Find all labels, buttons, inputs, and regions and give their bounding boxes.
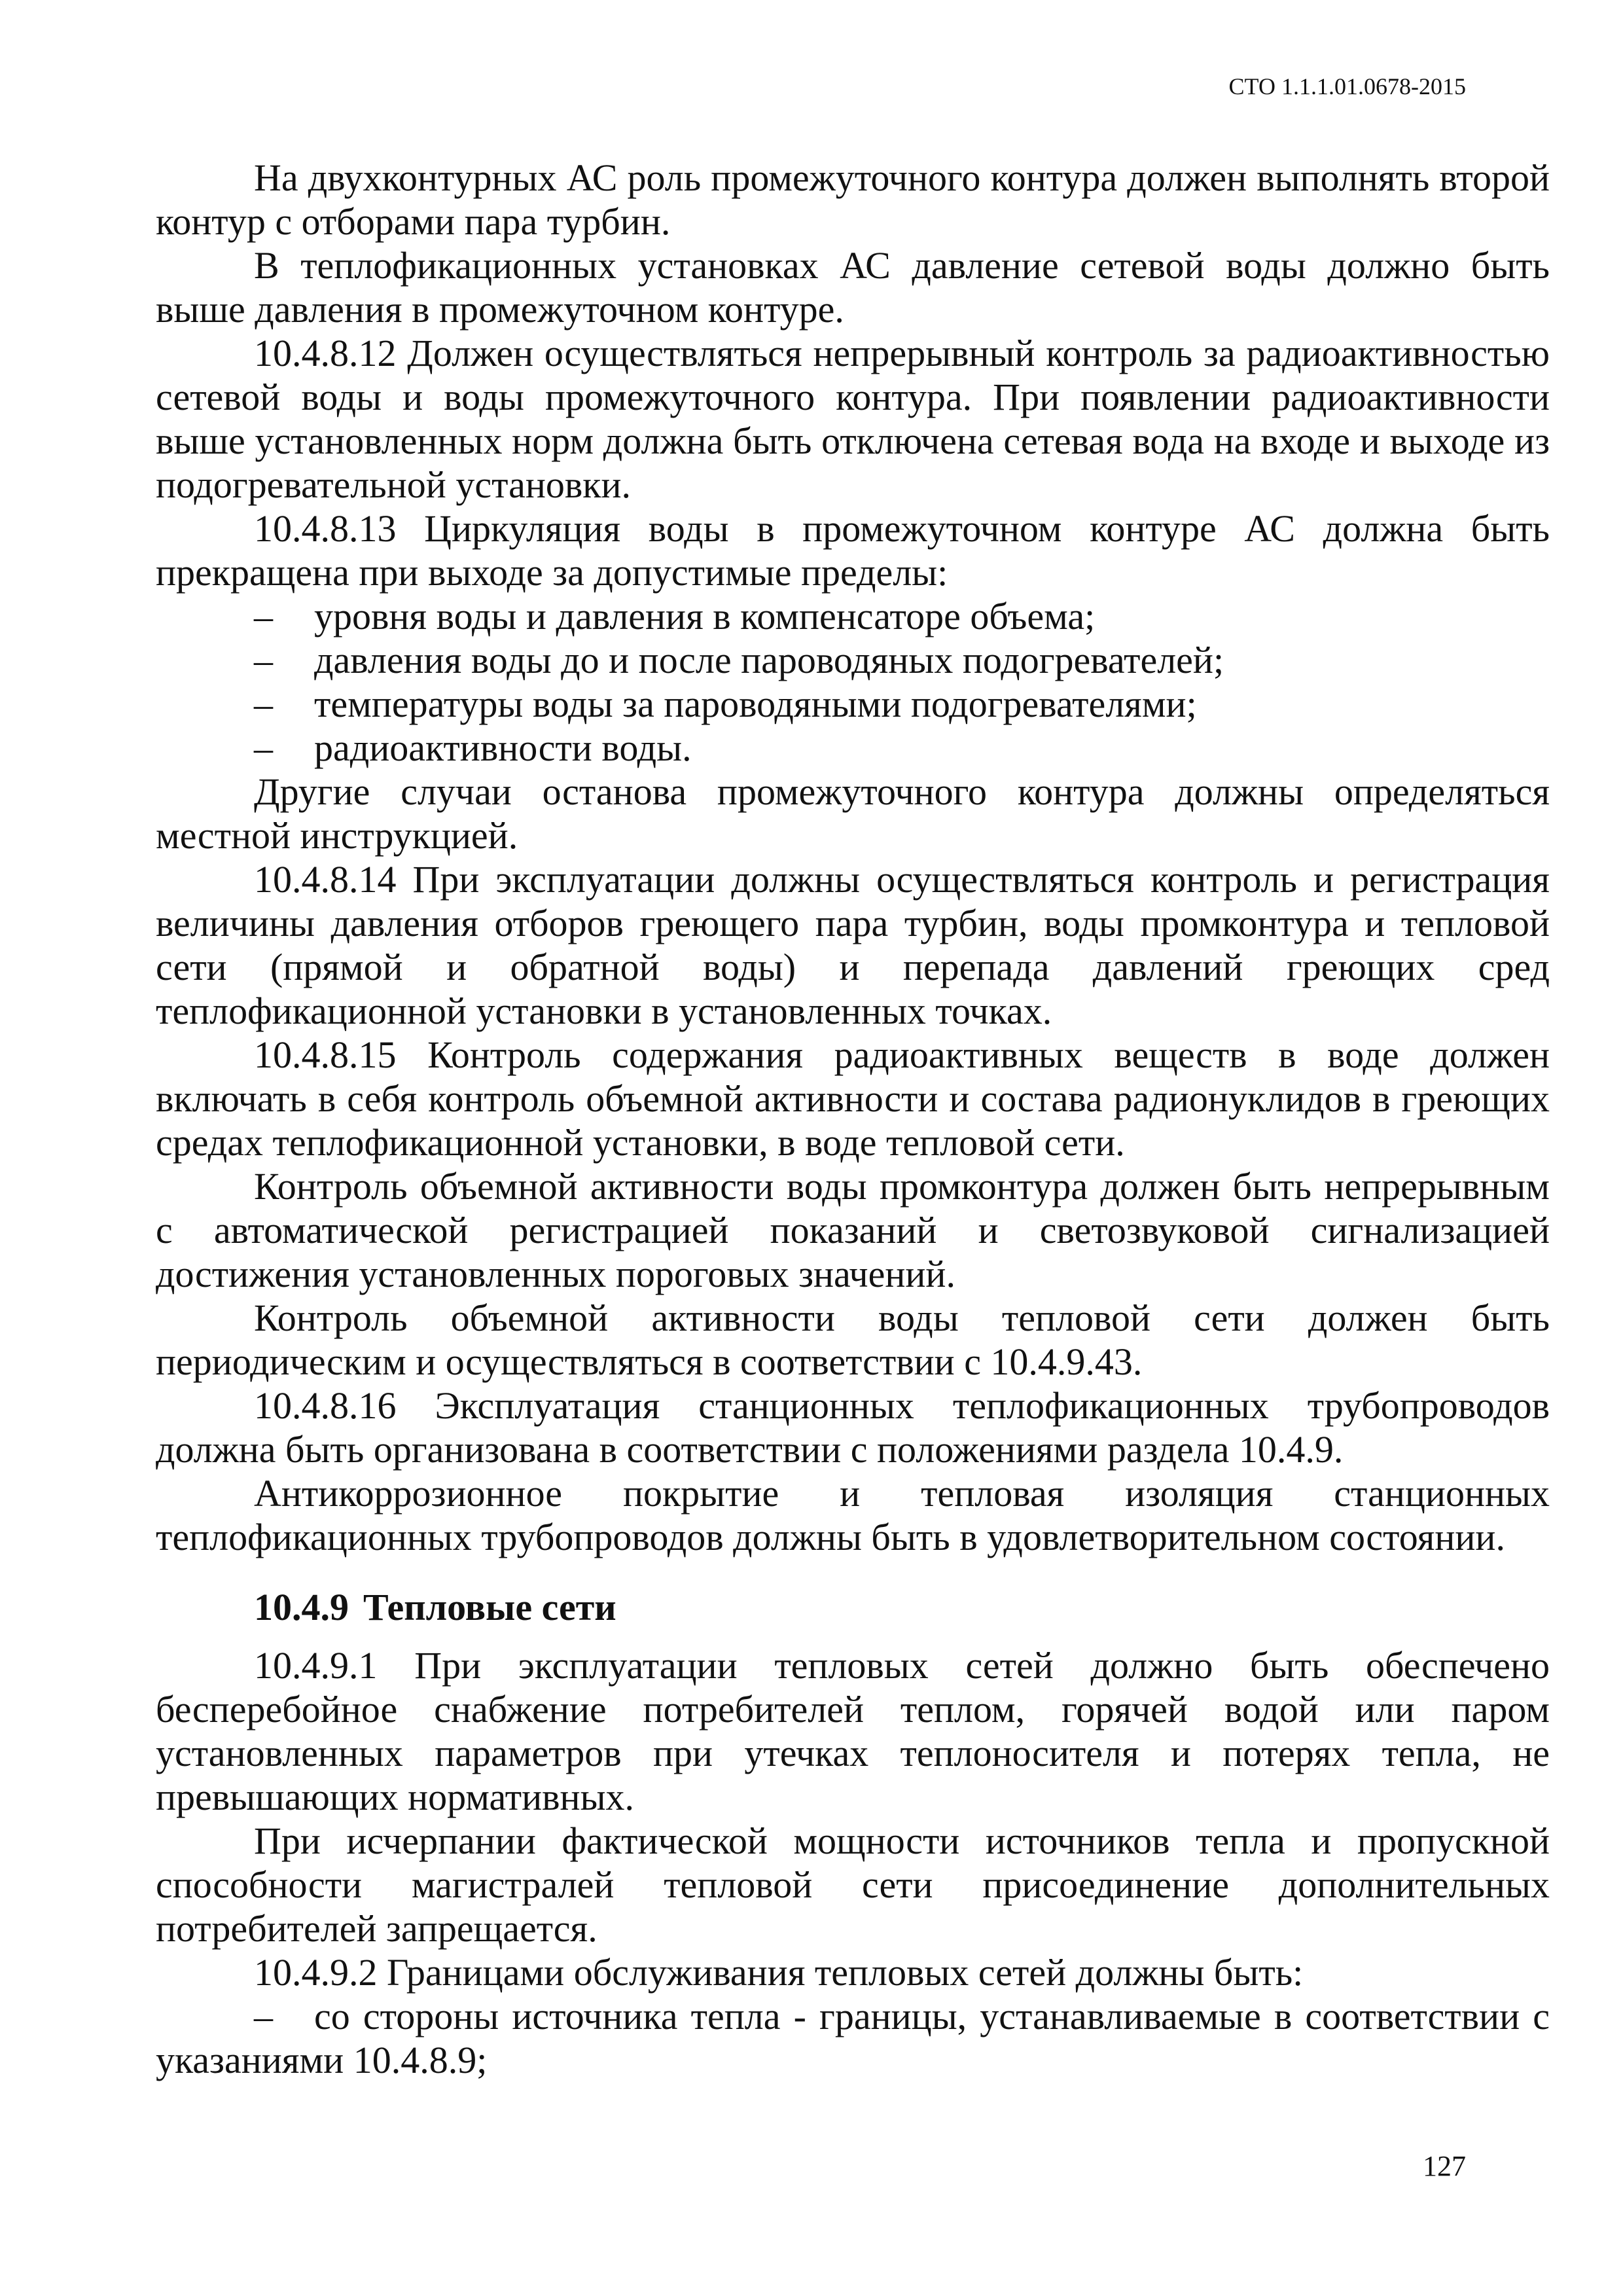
- paragraph: Контроль объемной активности воды тепловой сети должен быть периодическим и осуществляться в соответствии с 10.4.9.43.: [156, 1297, 1550, 1383]
- paragraph: 10.4.8.14 При эксплуатации должны осуществляться контроль и регистрация величины давления отборов греющего пара турбин, воды промконтура и тепловой сети (прямой и обратной воды) и перепада давлений греющих сред теплофикационной установки в установленных точках.: [156, 858, 1550, 1032]
- section-heading: [156, 1585, 1550, 1629]
- page-number: 127: [1423, 2150, 1466, 2182]
- list-item: [156, 682, 1550, 726]
- list-item: [156, 594, 1550, 638]
- list-dash: –: [254, 595, 273, 637]
- paragraph: 10.4.9.2 Границами обслуживания тепловых сетей должны быть:: [254, 1951, 1304, 1994]
- paragraph: На двухконтурных АС роль промежуточного контура должен выполнять второй контур с отборами пара турбин.: [156, 156, 1550, 243]
- list-dash: –: [254, 639, 273, 681]
- paragraph: Контроль объемной активности воды промконтура должен быть непрерывным с автоматической регистрацией показаний и светозвуковой сигнализацией достижения установленных пороговых значений.: [156, 1165, 1550, 1295]
- list-dash: –: [254, 1995, 273, 2037]
- list-item-text: температуры воды за пароводяными подогревателями;: [314, 683, 1197, 725]
- list-dash: –: [254, 683, 273, 725]
- paragraph: 10.4.8.13 Циркуляция воды в промежуточном контуре АС должна быть прекращена при выходе за допустимые пределы:: [156, 507, 1550, 594]
- paragraph: Антикоррозионное покрытие и тепловая изоляция станционных теплофикационных трубопроводов должны быть в удовлетворительном состоянии.: [156, 1472, 1550, 1558]
- document-code: СТО 1.1.1.01.0678-2015: [1228, 73, 1466, 99]
- paragraph: В теплофикационных установках АС давление сетевой воды должно быть выше давления в промежуточном контуре.: [156, 244, 1550, 331]
- document-body: [156, 156, 1550, 2082]
- list-item-text: уровня воды и давления в компенсаторе объема;: [314, 595, 1096, 637]
- section-number: 10.4.9: [254, 1586, 349, 1628]
- list-item-text: радиоактивности воды.: [314, 726, 692, 769]
- list-item: [156, 726, 1550, 770]
- list-item: [156, 638, 1550, 682]
- list-item: [156, 1994, 1550, 2082]
- paragraph: 10.4.8.12 Должен осуществляться непрерывный контроль за радиоактивностью сетевой воды и воды промежуточного контура. При появлении радиоактивности выше установленных норм должна быть отключена сетевая вода на входе и выходе из подогревательной установки.: [156, 332, 1550, 506]
- paragraph: При исчерпании фактической мощности источников тепла и пропускной способности магистралей тепловой сети присоединение дополнительных потребителей запрещается.: [156, 1820, 1550, 1950]
- paragraph: 10.4.9.1 При эксплуатации тепловых сетей должно быть обеспечено бесперебойное снабжение потребителей теплом, горячей водой или паром установленных параметров при утечках теплоносителя и потерях тепла, не превышающих нормативных.: [156, 1644, 1550, 1818]
- paragraph: 10.4.8.15 Контроль содержания радиоактивных веществ в воде должен включать в себя контроль объемной активности и состава радионуклидов в греющих средах теплофикационной установки, в воде тепловой сети.: [156, 1033, 1550, 1164]
- paragraph: 10.4.8.16 Эксплуатация станционных теплофикационных трубопроводов должна быть организована в соответствии с положениями раздела 10.4.9.: [156, 1384, 1550, 1471]
- section-title: Тепловые сети: [363, 1586, 616, 1628]
- paragraph: Другие случаи останова промежуточного контура должны определяться местной инструкцией.: [156, 770, 1550, 857]
- list-item-text: давления воды до и после пароводяных подогревателей;: [314, 639, 1224, 681]
- list-dash: –: [254, 726, 273, 769]
- list-item-text: со стороны источника тепла - границы, устанавливаемые в соответствии с указаниями 10.4.8.9;: [156, 1995, 1550, 2081]
